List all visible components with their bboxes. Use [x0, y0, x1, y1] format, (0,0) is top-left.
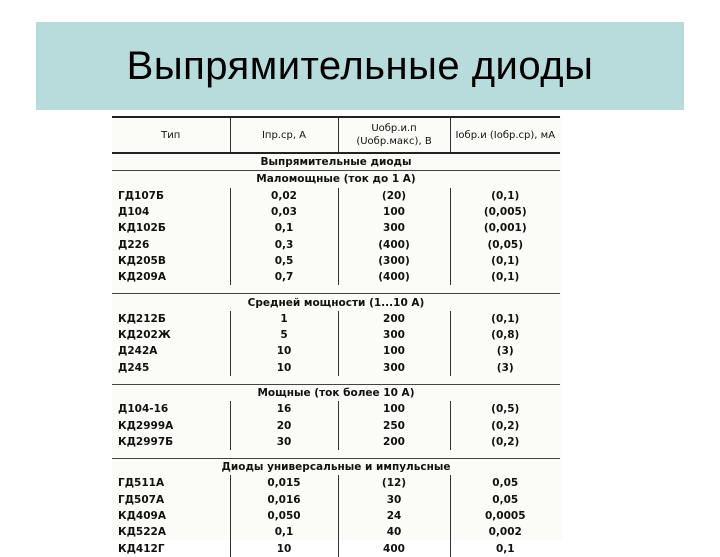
spacer-cell: [112, 376, 560, 385]
cell-forward-current: 10: [230, 541, 338, 557]
table-row: [112, 417, 560, 433]
cell-type: Д226: [118, 238, 150, 251]
cell-reverse-voltage: 100: [338, 401, 450, 417]
cell-reverse-current: (0,1): [450, 253, 560, 269]
cell-reverse-current: (0,2): [450, 417, 560, 433]
cell-reverse-voltage: 30: [338, 492, 450, 508]
section-spacer: [112, 285, 560, 294]
section-header-row: [112, 459, 560, 476]
table-row: [112, 360, 560, 376]
cell-type: КД212Б: [118, 312, 166, 325]
section-label: Мощные (ток более 10 А): [112, 384, 560, 401]
cell-reverse-voltage: 24: [338, 508, 450, 524]
cell-reverse-voltage: (400): [338, 269, 450, 285]
cell-reverse-voltage: (400): [338, 236, 450, 252]
table-row: [112, 343, 560, 359]
cell-reverse-voltage: 400: [338, 541, 450, 557]
cell-type: Д104: [118, 206, 150, 219]
cell-reverse-current: 0,002: [450, 524, 560, 540]
table-row: [112, 434, 560, 450]
section-subheader-row: [112, 171, 560, 188]
cell-reverse-current: (0,05): [450, 236, 560, 252]
section-label: Средней мощности (1...10 А): [112, 294, 560, 311]
cell-reverse-current: (3): [450, 343, 560, 359]
cell-reverse-current: (0,001): [450, 220, 560, 236]
cell-reverse-current: 0,0005: [450, 508, 560, 524]
cell-reverse-voltage: (12): [338, 475, 450, 491]
cell-reverse-voltage: 40: [338, 524, 450, 540]
cell-forward-current: 0,03: [230, 204, 338, 220]
cell-reverse-current: 0,1: [450, 541, 560, 557]
cell-reverse-voltage: 250: [338, 417, 450, 433]
cell-reverse-current: (0,2): [450, 434, 560, 450]
cell-type: ГД107Б: [118, 189, 164, 202]
table-row: [112, 524, 560, 540]
table-row: [112, 188, 560, 204]
cell-forward-current: 0,7: [230, 269, 338, 285]
header-forward-current: Iпр.ср, А: [230, 117, 338, 153]
cell-reverse-voltage: 300: [338, 360, 450, 376]
cell-forward-current: 10: [230, 360, 338, 376]
section-label: Маломощные (ток до 1 А): [112, 171, 560, 188]
cell-reverse-current: (0,5): [450, 401, 560, 417]
diode-parameters-table: [112, 116, 560, 557]
section-spacer: [112, 376, 560, 385]
header-reverse-current: Iобр.и (Iобр.ср), мА: [450, 117, 560, 153]
cell-reverse-voltage: 300: [338, 327, 450, 343]
cell-type: КД202Ж: [118, 329, 171, 342]
spacer-cell: [112, 450, 560, 459]
table-body: [112, 153, 560, 557]
cell-forward-current: 0,5: [230, 253, 338, 269]
cell-type: Д245: [118, 361, 150, 374]
cell-forward-current: 16: [230, 401, 338, 417]
section-label: Выпрямительные диоды: [112, 153, 560, 171]
cell-reverse-current: (3): [450, 360, 560, 376]
cell-forward-current: 0,016: [230, 492, 338, 508]
section-spacer: [112, 450, 560, 459]
slide-title: Выпрямительные диоды: [126, 43, 594, 88]
section-header-row: [112, 294, 560, 311]
cell-reverse-voltage: 100: [338, 204, 450, 220]
cell-reverse-current: 0,05: [450, 475, 560, 491]
cell-forward-current: 0,3: [230, 236, 338, 252]
scanned-table-image: [112, 116, 562, 555]
cell-type: КД409А: [118, 510, 166, 523]
section-header-row: [112, 384, 560, 401]
cell-type: ГД511А: [118, 477, 165, 490]
table-row: [112, 508, 560, 524]
cell-type: ГД507А: [118, 493, 165, 506]
cell-forward-current: 20: [230, 417, 338, 433]
cell-type: Д104-16: [118, 403, 169, 416]
cell-forward-current: 0,1: [230, 220, 338, 236]
cell-reverse-voltage: (300): [338, 253, 450, 269]
cell-reverse-current: (0,1): [450, 311, 560, 327]
table-row: [112, 475, 560, 491]
cell-type: КД522А: [118, 526, 166, 539]
table-row: [112, 401, 560, 417]
cell-reverse-voltage: 300: [338, 220, 450, 236]
cell-type: КД2997Б: [118, 435, 174, 448]
cell-type: Д242А: [118, 345, 158, 358]
cell-reverse-voltage: (20): [338, 188, 450, 204]
cell-forward-current: 1: [230, 311, 338, 327]
cell-reverse-current: (0,1): [450, 269, 560, 285]
header-reverse-voltage: Uобр.и.п (Uобр.макс), В: [338, 117, 450, 153]
table-row: [112, 492, 560, 508]
cell-forward-current: 30: [230, 434, 338, 450]
table-row: [112, 220, 560, 236]
cell-reverse-voltage: 100: [338, 343, 450, 359]
cell-reverse-current: 0,05: [450, 492, 560, 508]
header-type: Тип: [112, 117, 230, 153]
cell-forward-current: 10: [230, 343, 338, 359]
cell-type: КД102Б: [118, 222, 166, 235]
cell-forward-current: 0,015: [230, 475, 338, 491]
section-label: Диоды универсальные и импульсные: [112, 459, 560, 476]
cell-forward-current: 0,1: [230, 524, 338, 540]
section-header-row: [112, 153, 560, 171]
cell-reverse-voltage: 200: [338, 434, 450, 450]
table-row: [112, 541, 560, 557]
table-row: [112, 269, 560, 285]
cell-forward-current: 0,02: [230, 188, 338, 204]
table-row: [112, 236, 560, 252]
cell-reverse-current: (0,8): [450, 327, 560, 343]
table-row: [112, 311, 560, 327]
spacer-cell: [112, 285, 560, 294]
table-row: [112, 204, 560, 220]
table-row: [112, 253, 560, 269]
cell-type: КД205В: [118, 254, 166, 267]
table-row: [112, 327, 560, 343]
cell-forward-current: 5: [230, 327, 338, 343]
cell-reverse-current: (0,1): [450, 188, 560, 204]
cell-type: КД2999А: [118, 419, 174, 432]
cell-forward-current: 0,050: [230, 508, 338, 524]
cell-reverse-current: (0,005): [450, 204, 560, 220]
title-band: [36, 22, 684, 110]
cell-type: КД412Г: [118, 542, 165, 555]
cell-type: КД209А: [118, 271, 166, 284]
table-header-row: [112, 117, 560, 153]
cell-reverse-voltage: 200: [338, 311, 450, 327]
